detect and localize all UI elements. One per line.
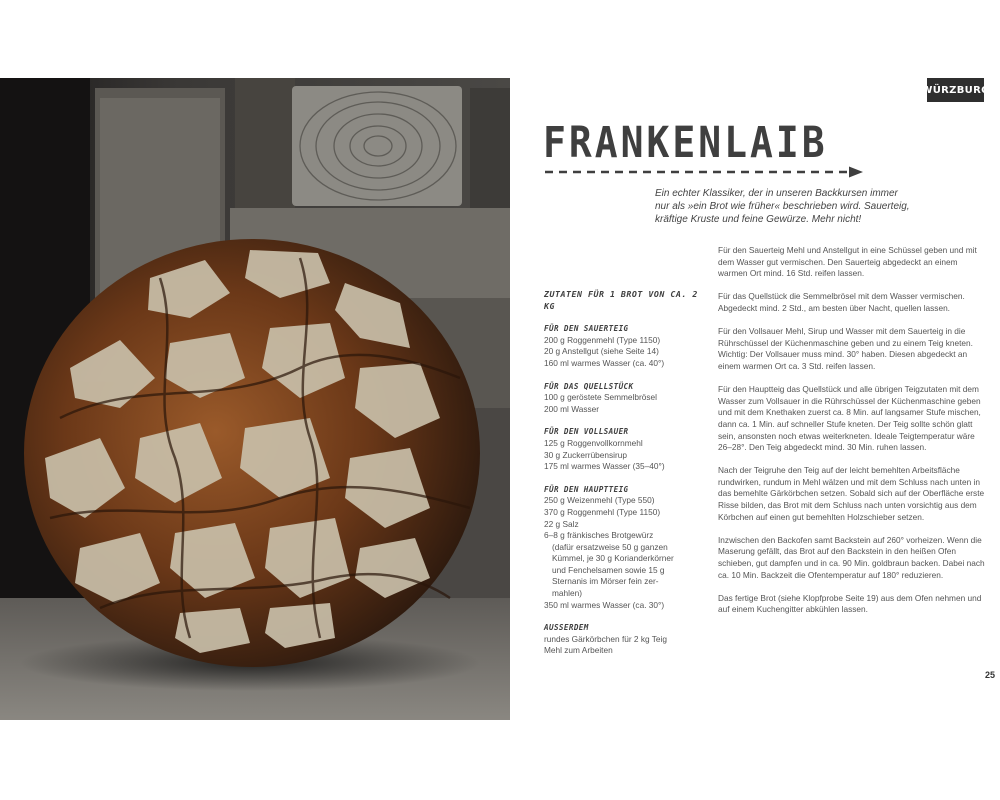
ingredient-item: 100 g geröstete Semmelbrösel xyxy=(544,392,657,403)
method-step: Für den Hauptteig das Quellstück und alle übrigen Teigzutaten mit dem Wasser zum Vollsauer in die Rührschüssel der Küchenmaschine geben und mit dem Knethaken zuerst ca. 8 Min. auf langsamer Stufe mischen, dann ca. 1 Min. auf schneller Stufe kneten. Der Teig sollte schön glatt sein, ansonsten noch etwas weiterkneten. Ideale Teigtemperatur wäre 26–28°. Den Teig abgedeckt mind. 30 Min. ruhen lassen. xyxy=(718,384,981,453)
ingredient-item: 200 g Roggenmehl (Type 1150) xyxy=(544,334,661,345)
ingredient-item: Kümmel, je 30 g Korianderkörner xyxy=(552,553,674,564)
bread-photo xyxy=(0,78,510,720)
ingredient-group xyxy=(544,484,714,612)
ingredient-group xyxy=(544,622,714,657)
method-step: Für den Vollsauer Mehl, Sirup und Wasser mit dem Sauerteig in die Rührschüssel der Küchenmaschine geben und zu einem Teig kneten. Wichtig: Der Vollsauer muss mind. 30° haben. Diesen abgedeckt an einem warmen Ort ca. 3 Std. reifen lassen. xyxy=(718,326,973,371)
ingredient-item: 200 ml Wasser xyxy=(544,403,600,414)
method-step: Inzwischen den Backofen samt Backstein auf 260° vorheizen. Wenn die Maserung gefällt, das Brot auf den Backstein in den heißen Ofen schieben, gut dampfen und in ca. 90 Min. goldbraun backen. Dabei nach ca. 10 Min. Backzeit die Ofentemperatur auf 180° reduzieren. xyxy=(718,534,985,580)
ingredient-item: 30 g Zuckerrübensirup xyxy=(544,449,628,460)
title-arrow-decoration xyxy=(545,165,865,179)
ingredients-list xyxy=(544,289,714,668)
ingredient-item: mahlen) xyxy=(552,588,582,599)
method-step: Für das Quellstück die Semmelbrösel mit dem Wasser vermischen. Abgedeckt mind. 2 Std., am besten über Nacht, quellen lassen. xyxy=(718,291,965,313)
method-step: Nach der Teigruhe den Teig auf der leicht bemehlten Arbeitsfläche rundwirken, rundum in Mehl wälzen und mit dem Schluss nach unten in das bemehlte Gärkörbchen setzen. Sobald sich auf der Oberfläche erste Risse bilden, das Brot mit dem Schluss nach unten vorsichtig aus dem Körbchen auf einen gut bemehlten Holzschieber setzen. xyxy=(718,465,985,522)
recipe-title: FRANKENLAIB xyxy=(543,118,828,168)
ingredient-item: 22 g Salz xyxy=(544,518,579,529)
ingredient-group-heading: FÜR DAS QUELLSTÜCK xyxy=(544,381,634,391)
method-steps xyxy=(718,245,988,628)
ingredient-item: und Fenchelsamen sowie 15 g xyxy=(552,564,665,575)
intro-text: Ein echter Klassiker, der in unseren Backkursen immer nur als »ein Brot wie früher« beschrieben wird. Sauerteig, kräftige Kruste und feine Gewürze. Mehr nicht! xyxy=(655,188,910,225)
ingredient-item: 370 g Roggenmehl (Type 1150) xyxy=(544,506,661,517)
ingredients-title: ZUTATEN FÜR 1 BROT VON CA. 2 KG xyxy=(544,289,698,311)
ingredient-item: 6–8 g fränkisches Brotgewürz xyxy=(544,530,654,541)
ingredient-item: 20 g Anstellgut (siehe Seite 14) xyxy=(544,346,659,357)
region-badge: WÜRZBURG xyxy=(927,78,984,102)
ingredient-group-heading: AUSSERDEM xyxy=(544,623,589,633)
ingredient-item: (dafür ersatzweise 50 g ganzen xyxy=(552,541,668,552)
ingredient-group xyxy=(544,381,714,416)
ingredient-item: 160 ml warmes Wasser (ca. 40°) xyxy=(544,357,665,368)
method-step: Für den Sauerteig Mehl und Anstellgut in eine Schüssel geben und mit dem Wasser gut vermischen. Den Sauerteig abgedeckt an einem warmen Ort mind. 16 Std. reifen lassen. xyxy=(718,245,977,279)
ingredient-group xyxy=(544,323,714,369)
method-step: Das fertige Brot (siehe Klopfprobe Seite 19) aus dem Ofen nehmen und auf einem Kuchengitter abkühlen lassen. xyxy=(718,592,982,615)
ingredient-item: 250 g Weizenmehl (Type 550) xyxy=(544,495,655,506)
ingredient-group-heading: FÜR DEN VOLLSAUER xyxy=(544,427,629,437)
ingredient-item: 350 ml warmes Wasser (ca. 30°) xyxy=(544,599,665,610)
ingredient-item: Sternanis im Mörser fein zer- xyxy=(552,576,659,587)
ingredient-group xyxy=(544,426,714,472)
ingredient-group-heading: FÜR DEN SAUERTEIG xyxy=(544,324,629,334)
page-number: 25 xyxy=(985,670,996,680)
ingredient-item: Mehl zum Arbeiten xyxy=(544,645,613,656)
ingredient-item: rundes Gärkörbchen für 2 kg Teig xyxy=(544,633,667,644)
ingredient-item: 125 g Roggenvollkornmehl xyxy=(544,437,643,448)
ingredient-item: 175 ml warmes Wasser (35–40°) xyxy=(544,461,665,472)
ingredient-group-heading: FÜR DEN HAUPTTEIG xyxy=(544,484,629,494)
